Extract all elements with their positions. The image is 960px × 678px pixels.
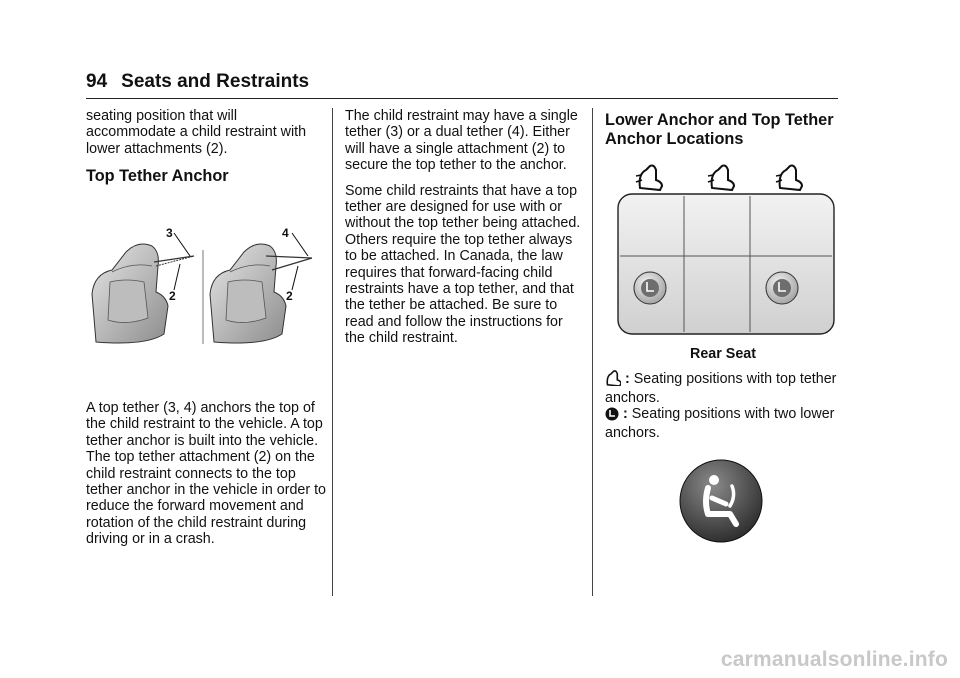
label-single-tether: 3 [166,226,173,240]
top-tether-icon-left [636,166,662,191]
label-dual-tether: 4 [282,226,289,240]
page-number: 94 [86,71,108,92]
column-2 [345,108,581,356]
lower-anchor-symbol-large [678,458,764,544]
top-tether-figure [86,222,326,350]
lower-anchor-legend-text: Seating positions with two lower anchors. [605,406,835,442]
lower-anchor-icon-left [634,272,666,304]
continued-paragraph: seating position that will accommodate a child restraint with lower attachments (2). [86,108,307,157]
top-tether-icon-center [708,166,734,191]
top-tether-legend-text: Seating positions with top tether anchors. [605,371,837,407]
top-tether-legend: : Seating positions with top tether anchors. [605,371,837,407]
header-rule [86,98,838,99]
label-attachment-left: 2 [169,289,176,303]
label-attachment-right: 2 [286,289,293,303]
top-tether-heading: Top Tether Anchor [86,167,229,185]
column-1 [86,108,322,166]
lower-anchor-symbol-icon [605,407,619,425]
tether-type-paragraph: The child restraint may have a single tether (3) or a dual tether (4). Either will have a single attachment (2) to secure the top tether to the anchor. [345,108,578,174]
child-seat-single-tether-illustration [92,233,194,343]
column-divider-2 [592,108,593,596]
page-header [86,71,309,93]
child-seat-dual-tether-illustration [210,233,312,343]
rear-seat-diagram [614,160,838,340]
column-3 [605,108,841,149]
anchor-locations-heading: Lower Anchor and Top Tether Anchor Locations [605,111,834,148]
top-tether-icon-right [776,166,802,191]
lower-anchor-legend: : Seating positions with two lower anchors. [605,406,835,442]
site-watermark: carmanualsonline.info [720,648,948,671]
top-tether-symbol-icon [605,370,621,390]
lower-anchor-icon-right [766,272,798,304]
top-tether-paragraph: A top tether (3, 4) anchors the top of the child restraint to the vehicle. A top tether anchor is built into the vehicle. The top tether attachment (2) on the child restraint connects to the top tether anchor in the vehicle in order to reduce the forward movement and rotation of the child restraint during driving or in a crash. [86,400,327,548]
rear-seat-bench [618,194,834,334]
rear-seat-caption: Rear Seat [690,346,756,362]
section-title: Seats and Restraints [121,71,310,92]
tether-requirement-paragraph: Some child restraints that have a top tether are designed for use with or without the top tether being attached. Others require the top tether always to be attached. In Canada, the law requires that forward-facing child restraints have a top tether, and that the tether be attached. Be sure to read and follow the instructions for the child restraint. [345,182,581,347]
top-tether-description [86,400,326,557]
column-divider-1 [332,108,333,596]
